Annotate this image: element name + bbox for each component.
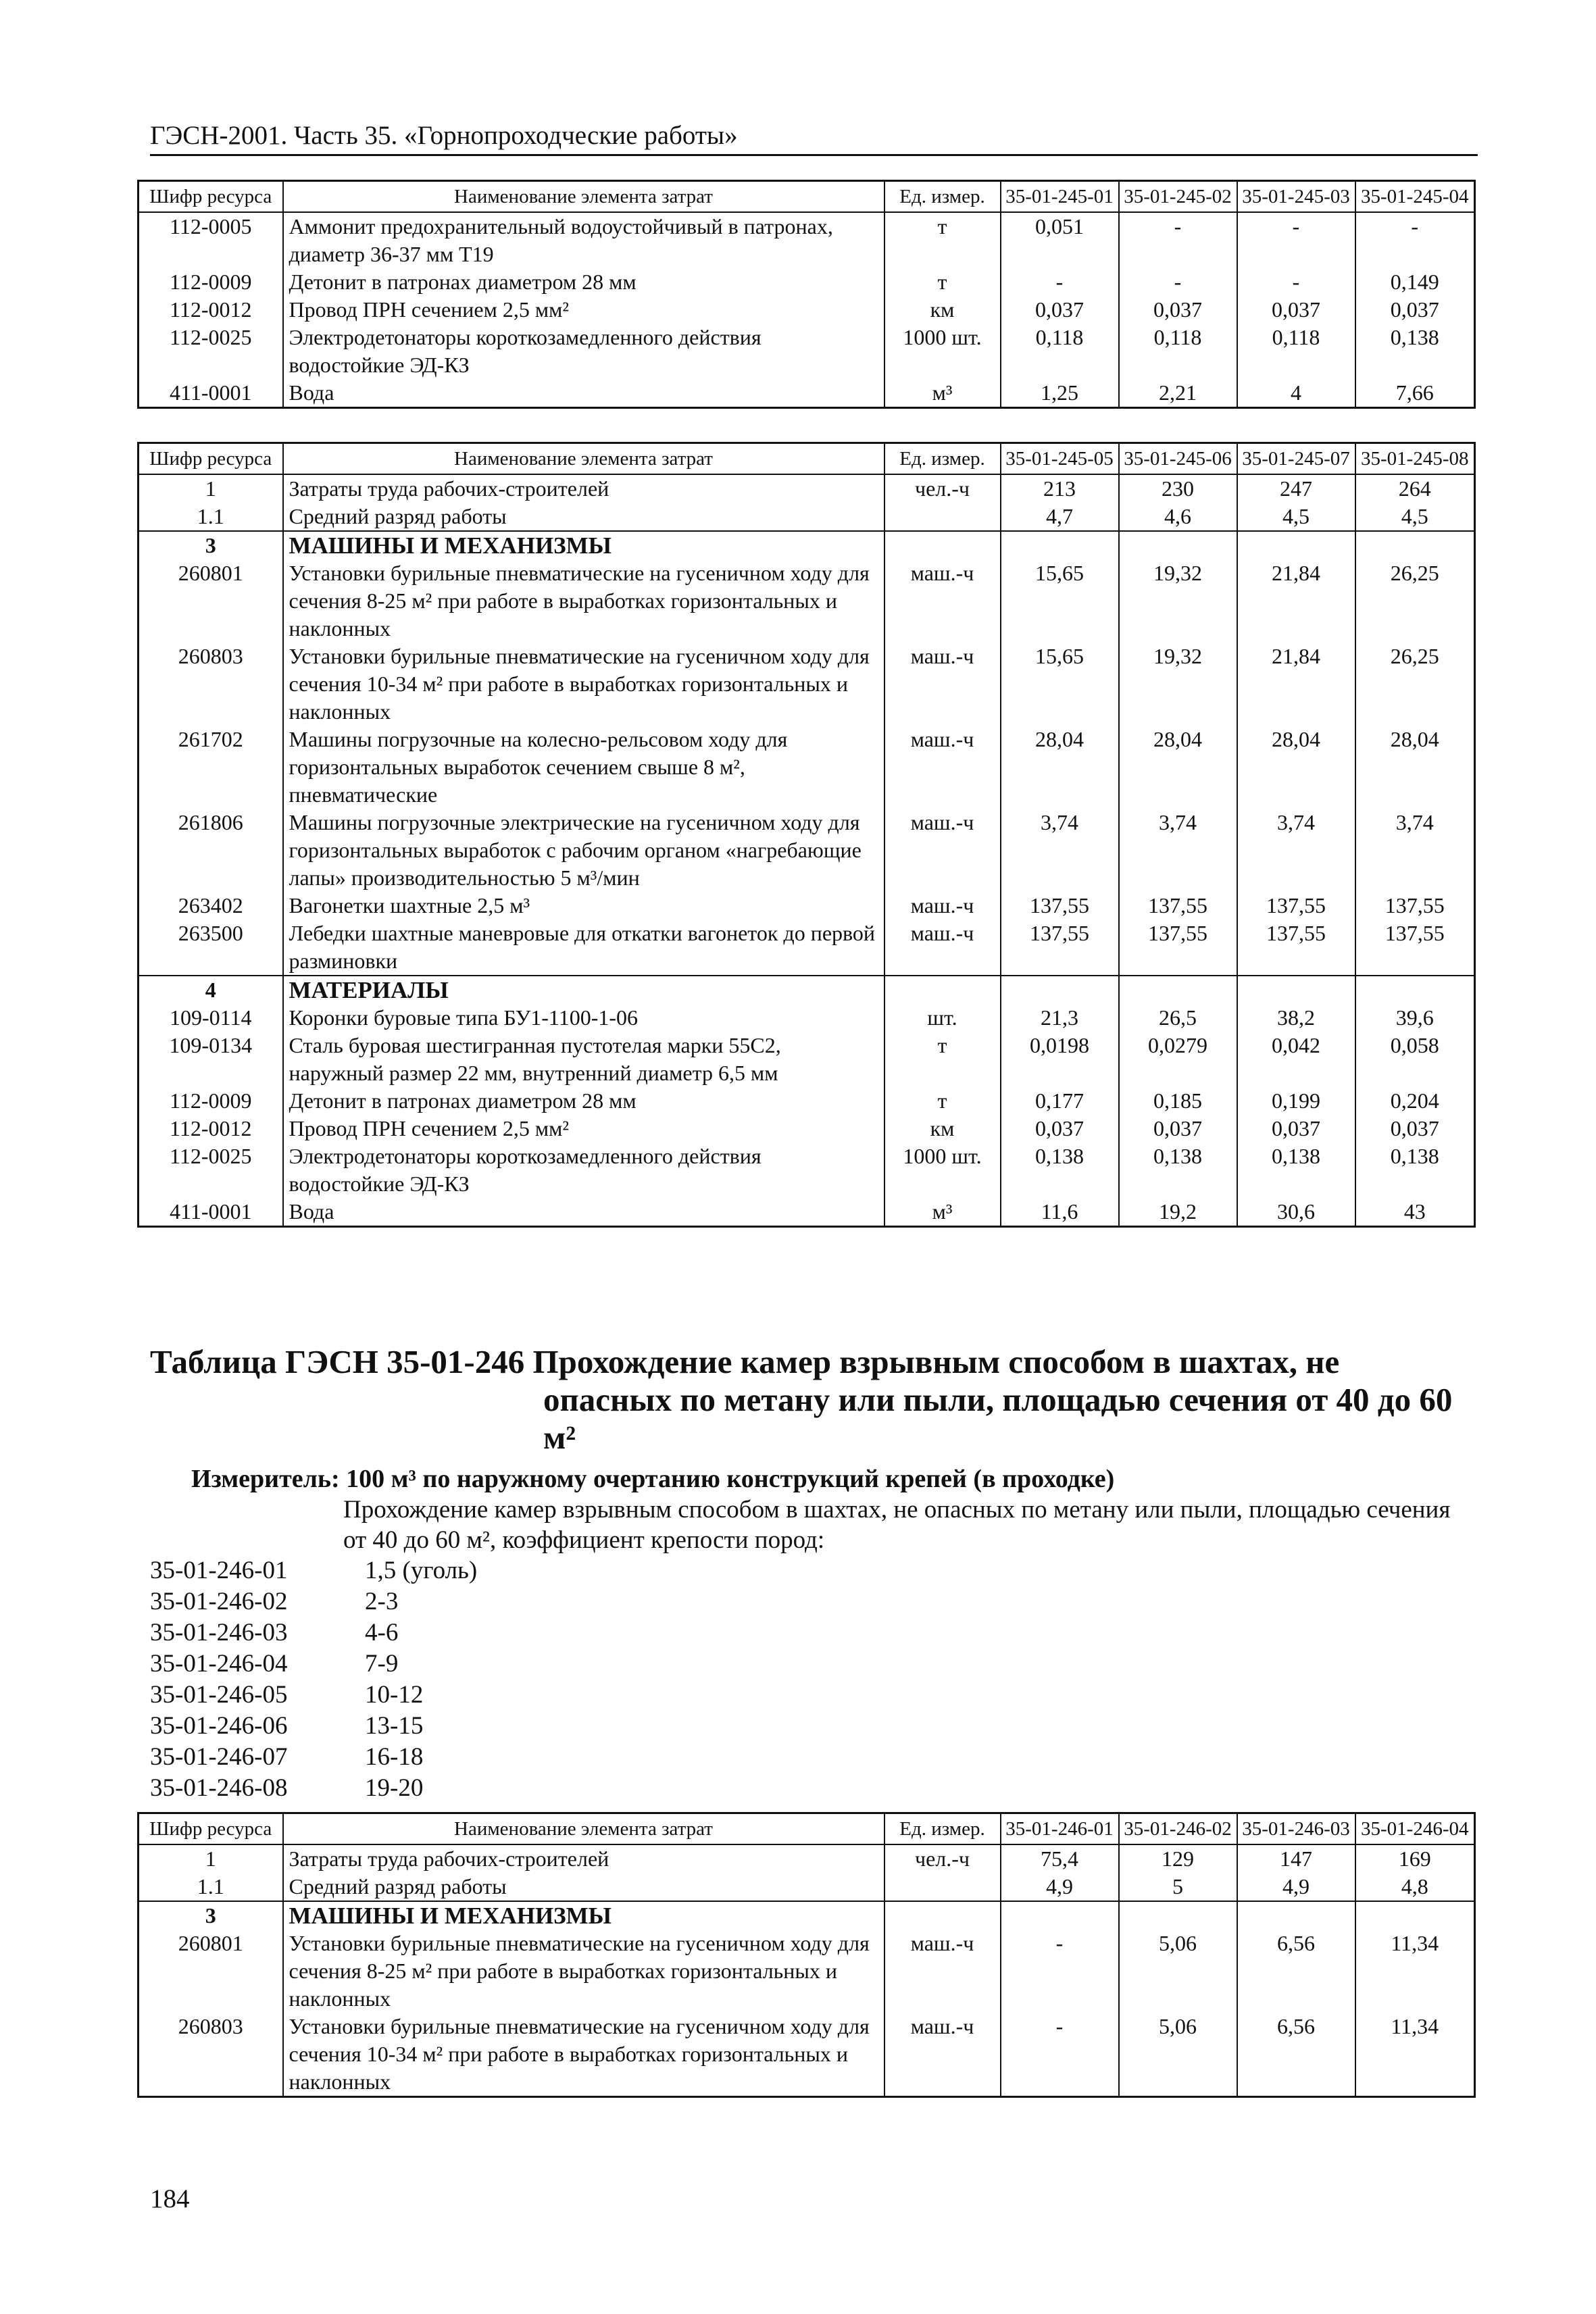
norm-value: 0,138 — [1119, 1142, 1237, 1198]
norm-value: 0,0198 — [1001, 1032, 1119, 1087]
cost-element-name: Затраты труда рабочих-строителей — [283, 1844, 884, 1873]
section-row — [139, 976, 1475, 1004]
table-row — [139, 809, 1475, 892]
norm-value: - — [1001, 268, 1119, 296]
table-row — [139, 1087, 1475, 1115]
table-row — [139, 1930, 1475, 2013]
norm-code: 35-01-246-03 — [150, 1619, 288, 1646]
norm-value: 0,199 — [1237, 1087, 1355, 1115]
cost-element-name: Установки бурильные пневматические на гусеничном ходу для сечения 8-25 м² при работе в выработках горизонтальных и наклонных — [283, 1930, 884, 2013]
norm-code: 35-01-246-07 — [150, 1743, 288, 1771]
table-row — [139, 324, 1475, 379]
norm-value — [1119, 976, 1237, 1004]
table-row — [139, 1032, 1475, 1087]
table-title-line-1: Таблица ГЭСН 35-01-246 Прохождение камер взрывным способом в шахтах, не — [150, 1343, 1340, 1380]
norm-value: 0,138 — [1001, 1142, 1119, 1198]
cost-element-name: Установки бурильные пневматические на гусеничном ходу для сечения 8-25 м² при работе в выработках горизонтальных и наклонных — [283, 559, 884, 643]
norm-value — [1119, 531, 1237, 559]
section-row — [139, 1901, 1475, 1930]
resource-code: 3 — [139, 531, 283, 559]
norm-value: 75,4 — [1001, 1844, 1119, 1873]
cost-element-name: Детонит в патронах диаметром 28 мм — [283, 1087, 884, 1115]
table-title-line-2: опасных по метану или пыли, площадью сечения от 40 до 60 — [543, 1381, 1453, 1418]
table-row — [139, 212, 1475, 268]
unit-of-measure: чел.-ч — [884, 474, 1001, 503]
norm-value — [1355, 1901, 1475, 1930]
cost-element-name: Установки бурильные пневматические на гусеничном ходу для сечения 10-34 м² при работе в выработках горизонтальных и наклонных — [283, 2013, 884, 2097]
norm-value: 137,55 — [1001, 892, 1119, 920]
resource-code: 261702 — [139, 726, 283, 809]
norm-value — [1237, 531, 1355, 559]
cost-element-name: Средний разряд работы — [283, 503, 884, 531]
unit-of-measure: м³ — [884, 1198, 1001, 1227]
resource-code: 112-0012 — [139, 1115, 283, 1142]
unit-of-measure: маш.-ч — [884, 559, 1001, 643]
norm-value: 2,21 — [1119, 379, 1237, 408]
table-row — [139, 2013, 1475, 2097]
unit-of-measure: маш.-ч — [884, 2013, 1001, 2097]
unit-of-measure: т — [884, 268, 1001, 296]
norm-value: 0,138 — [1355, 1142, 1475, 1198]
table-header-row — [139, 181, 1475, 213]
section-row — [139, 531, 1475, 559]
table-row — [139, 920, 1475, 976]
page-header: ГЭСН-2001. Часть 35. «Горнопроходческие работы» — [150, 120, 1478, 156]
norm-code: 35-01-246-01 — [150, 1557, 288, 1584]
cost-element-name: Электродетонаторы короткозамедленного действия водостойкие ЭД-КЗ — [283, 1142, 884, 1198]
resource-code: 411-0001 — [139, 379, 283, 408]
unit-of-measure: чел.-ч — [884, 1844, 1001, 1873]
norm-value: 11,34 — [1355, 2013, 1475, 2097]
norm-value: 129 — [1119, 1844, 1237, 1873]
norm-value: 5,06 — [1119, 2013, 1237, 2097]
cost-element-name: Вода — [283, 379, 884, 408]
norm-value: 0,149 — [1355, 268, 1475, 296]
norm-code: 35-01-246-02 — [150, 1588, 288, 1615]
column-header: 35-01-245-06 — [1119, 443, 1237, 475]
norm-value: 21,84 — [1237, 559, 1355, 643]
norm-value: 28,04 — [1355, 726, 1475, 809]
norm-value: 137,55 — [1237, 920, 1355, 976]
table-header-row — [139, 1813, 1475, 1845]
cost-element-name: МАШИНЫ И МЕХАНИЗМЫ — [283, 1901, 884, 1930]
cost-element-name: МАШИНЫ И МЕХАНИЗМЫ — [283, 531, 884, 559]
resource-code: 261806 — [139, 809, 283, 892]
norm-value: 0,037 — [1119, 1115, 1237, 1142]
unit-of-measure: маш.-ч — [884, 809, 1001, 892]
rock-hardness-value: 2-3 — [365, 1588, 399, 1615]
resource-code: 112-0025 — [139, 1142, 283, 1198]
cost-element-name: Установки бурильные пневматические на гусеничном ходу для сечения 10-34 м² при работе в выработках горизонтальных и наклонных — [283, 643, 884, 726]
resource-code: 1.1 — [139, 1873, 283, 1901]
cost-element-name: Машины погрузочные на колесно-рельсовом ходу для горизонтальных выработок сечением свыше 8 м², пневматические — [283, 726, 884, 809]
norm-value: 137,55 — [1001, 920, 1119, 976]
norm-value: 4 — [1237, 379, 1355, 408]
unit-of-measure — [884, 531, 1001, 559]
norm-code: 35-01-246-08 — [150, 1774, 288, 1802]
norm-value: 1,25 — [1001, 379, 1119, 408]
table-row — [139, 503, 1475, 531]
norm-value: 30,6 — [1237, 1198, 1355, 1227]
unit-of-measure: 1000 шт. — [884, 1142, 1001, 1198]
norm-value: 4,7 — [1001, 503, 1119, 531]
table-row — [139, 379, 1475, 408]
unit-of-measure: маш.-ч — [884, 643, 1001, 726]
norm-value — [1237, 1901, 1355, 1930]
norm-code: 35-01-246-06 — [150, 1712, 288, 1740]
column-header: Ед. измер. — [884, 181, 1001, 213]
norm-value: 28,04 — [1001, 726, 1119, 809]
norm-value: 147 — [1237, 1844, 1355, 1873]
table-title-line-3: м² — [543, 1419, 576, 1456]
norm-value: 0,0279 — [1119, 1032, 1237, 1087]
resource-code: 3 — [139, 1901, 283, 1930]
unit-of-measure: км — [884, 1115, 1001, 1142]
resource-code: 260801 — [139, 1930, 283, 2013]
norm-value: 26,5 — [1119, 1004, 1237, 1032]
norm-value: 39,6 — [1355, 1004, 1475, 1032]
code-list-item — [150, 1586, 477, 1617]
norm-value: 0,204 — [1355, 1087, 1475, 1115]
unit-of-measure: шт. — [884, 1004, 1001, 1032]
cost-element-name: МАТЕРИАЛЫ — [283, 976, 884, 1004]
rock-hardness-value: 10-12 — [365, 1681, 424, 1709]
norm-value: 230 — [1119, 474, 1237, 503]
cost-element-name: Вагонетки шахтные 2,5 м³ — [283, 892, 884, 920]
norm-value: 0,138 — [1237, 1142, 1355, 1198]
norm-value: 0,118 — [1237, 324, 1355, 379]
rock-hardness-value: 7-9 — [365, 1650, 399, 1678]
norm-value: 26,25 — [1355, 559, 1475, 643]
norm-value: 5,06 — [1119, 1930, 1237, 2013]
column-header: 35-01-246-01 — [1001, 1813, 1119, 1845]
cost-element-name: Провод ПРН сечением 2,5 мм² — [283, 1115, 884, 1142]
column-header: 35-01-246-04 — [1355, 1813, 1475, 1845]
norm-value: 38,2 — [1237, 1004, 1355, 1032]
column-header: Ед. измер. — [884, 443, 1001, 475]
norm-value — [1001, 531, 1119, 559]
norm-value: 137,55 — [1355, 892, 1475, 920]
norm-value: 137,55 — [1237, 892, 1355, 920]
resource-code: 260803 — [139, 643, 283, 726]
norm-value: 4,6 — [1119, 503, 1237, 531]
unit-of-measure: маш.-ч — [884, 920, 1001, 976]
column-header: Шифр ресурса — [139, 181, 283, 213]
norm-value: 0,037 — [1237, 296, 1355, 324]
norm-value: - — [1119, 212, 1237, 268]
column-header: Наименование элемента затрат — [283, 181, 884, 213]
unit-of-measure — [884, 976, 1001, 1004]
code-list-item — [150, 1617, 477, 1649]
code-list-item — [150, 1649, 477, 1680]
norm-value: 0,185 — [1119, 1087, 1237, 1115]
norm-value: 169 — [1355, 1844, 1475, 1873]
unit-of-measure — [884, 1901, 1001, 1930]
norm-value — [1001, 976, 1119, 1004]
norm-value: 19,32 — [1119, 643, 1237, 726]
norm-value: 0,037 — [1119, 296, 1237, 324]
table-title — [150, 1343, 1474, 1457]
unit-of-measure: км — [884, 296, 1001, 324]
column-header: Ед. измер. — [884, 1813, 1001, 1845]
table-row — [139, 1873, 1475, 1901]
norm-value: 43 — [1355, 1198, 1475, 1227]
norm-value: 0,177 — [1001, 1087, 1119, 1115]
table-row — [139, 1844, 1475, 1873]
norm-value: 3,74 — [1119, 809, 1237, 892]
norm-value: 7,66 — [1355, 379, 1475, 408]
norm-code: 35-01-246-05 — [150, 1681, 288, 1709]
norm-value: - — [1119, 268, 1237, 296]
resource-code: 112-0025 — [139, 324, 283, 379]
norm-value: - — [1001, 1930, 1119, 2013]
norm-value: 264 — [1355, 474, 1475, 503]
resource-table-246-01-04 — [137, 1812, 1476, 2098]
resource-code: 109-0114 — [139, 1004, 283, 1032]
cost-element-name: Провод ПРН сечением 2,5 мм² — [283, 296, 884, 324]
norm-value: 4,5 — [1237, 503, 1355, 531]
norm-value: 19,32 — [1119, 559, 1237, 643]
code-list-item — [150, 1773, 477, 1804]
resource-code: 112-0009 — [139, 1087, 283, 1115]
norm-value — [1001, 1901, 1119, 1930]
norm-value — [1355, 531, 1475, 559]
norm-value: 247 — [1237, 474, 1355, 503]
norm-value: 213 — [1001, 474, 1119, 503]
unit-of-measure: маш.-ч — [884, 892, 1001, 920]
norm-value: 137,55 — [1119, 920, 1237, 976]
norm-value: 0,037 — [1001, 296, 1119, 324]
norm-value — [1119, 1901, 1237, 1930]
unit-of-measure: маш.-ч — [884, 1930, 1001, 2013]
unit-of-measure: 1000 шт. — [884, 324, 1001, 379]
norm-value: - — [1355, 212, 1475, 268]
norm-value: 0,037 — [1237, 1115, 1355, 1142]
norm-value: 5 — [1119, 1873, 1237, 1901]
cost-element-name: Затраты труда рабочих-строителей — [283, 474, 884, 503]
resource-code: 1 — [139, 474, 283, 503]
unit-of-measure — [884, 1873, 1001, 1901]
cost-element-name: Аммонит предохранительный водоустойчивый в патронах, диаметр 36-37 мм Т19 — [283, 212, 884, 268]
column-header: Наименование элемента затрат — [283, 443, 884, 475]
column-header: 35-01-246-02 — [1119, 1813, 1237, 1845]
norm-value: 21,84 — [1237, 643, 1355, 726]
column-header: Наименование элемента затрат — [283, 1813, 884, 1845]
column-header: 35-01-245-05 — [1001, 443, 1119, 475]
resource-table-245-01-04 — [137, 180, 1476, 409]
unit-of-measure: маш.-ч — [884, 726, 1001, 809]
column-header: Шифр ресурса — [139, 443, 283, 475]
cost-element-name: Детонит в патронах диаметром 28 мм — [283, 268, 884, 296]
unit-of-measure: м³ — [884, 379, 1001, 408]
column-header: 35-01-245-04 — [1355, 181, 1475, 213]
rock-hardness-value: 19-20 — [365, 1774, 424, 1802]
norm-value: 137,55 — [1355, 920, 1475, 976]
norm-value: 28,04 — [1237, 726, 1355, 809]
table-row — [139, 892, 1475, 920]
column-header: Шифр ресурса — [139, 1813, 283, 1845]
norm-value: 137,55 — [1119, 892, 1237, 920]
rock-hardness-value: 13-15 — [365, 1712, 424, 1740]
cost-element-name: Коронки буровые типа БУ1-1100-1-06 — [283, 1004, 884, 1032]
cost-element-name: Машины погрузочные электрические на гусеничном ходу для горизонтальных выработок с рабочим органом «нагребающие лапы» производительностью 5 м³/мин — [283, 809, 884, 892]
resource-code: 112-0009 — [139, 268, 283, 296]
norm-value: 4,5 — [1355, 503, 1475, 531]
unit-of-measure — [884, 503, 1001, 531]
resource-code: 260803 — [139, 2013, 283, 2097]
norm-value: 28,04 — [1119, 726, 1237, 809]
norm-value: 4,9 — [1237, 1873, 1355, 1901]
norm-value: 3,74 — [1001, 809, 1119, 892]
norm-code: 35-01-246-04 — [150, 1650, 288, 1678]
norm-value: 6,56 — [1237, 2013, 1355, 2097]
table-row — [139, 1198, 1475, 1227]
norm-value: 0,118 — [1001, 324, 1119, 379]
resource-code: 109-0134 — [139, 1032, 283, 1087]
column-header: 35-01-245-02 — [1119, 181, 1237, 213]
measure-unit: Измеритель: 100 м³ по наружному очертанию конструкций крепей (в проходке) — [191, 1465, 1115, 1493]
table-row — [139, 1004, 1475, 1032]
table-row — [139, 268, 1475, 296]
resource-code: 263500 — [139, 920, 283, 976]
rock-hardness-value: 1,5 (уголь) — [365, 1557, 478, 1584]
table-row — [139, 474, 1475, 503]
table-row — [139, 296, 1475, 324]
column-header: 35-01-245-08 — [1355, 443, 1475, 475]
table-header-row — [139, 443, 1475, 475]
norm-value: 19,2 — [1119, 1198, 1237, 1227]
norm-value: 3,74 — [1237, 809, 1355, 892]
column-header: 35-01-246-03 — [1237, 1813, 1355, 1845]
norm-value — [1237, 976, 1355, 1004]
cost-element-name: Лебедки шахтные маневровые для откатки вагонеток до первой разминовки — [283, 920, 884, 976]
code-list-item — [150, 1742, 477, 1773]
resource-code: 263402 — [139, 892, 283, 920]
code-list-item — [150, 1555, 477, 1586]
unit-of-measure: т — [884, 1032, 1001, 1087]
norm-value: 0,058 — [1355, 1032, 1475, 1087]
norm-value: 11,6 — [1001, 1198, 1119, 1227]
unit-of-measure: т — [884, 212, 1001, 268]
resource-code: 1 — [139, 1844, 283, 1873]
norm-value: 0,138 — [1355, 324, 1475, 379]
resource-code: 260801 — [139, 559, 283, 643]
norm-value: 6,56 — [1237, 1930, 1355, 2013]
norm-value: - — [1237, 268, 1355, 296]
column-header: 35-01-245-07 — [1237, 443, 1355, 475]
norm-value — [1355, 976, 1475, 1004]
cost-element-name: Средний разряд работы — [283, 1873, 884, 1901]
rock-hardness-value: 16-18 — [365, 1743, 424, 1771]
norm-value: - — [1001, 2013, 1119, 2097]
norm-value: 11,34 — [1355, 1930, 1475, 2013]
norm-value: 0,037 — [1355, 296, 1475, 324]
code-list-item — [150, 1711, 477, 1742]
norm-value: 15,65 — [1001, 643, 1119, 726]
norm-value: 15,65 — [1001, 559, 1119, 643]
resource-code: 4 — [139, 976, 283, 1004]
table-row — [139, 1115, 1475, 1142]
rock-hardness-value: 4-6 — [365, 1619, 399, 1646]
cost-element-name: Вода — [283, 1198, 884, 1227]
norm-value: 0,037 — [1355, 1115, 1475, 1142]
resource-code: 112-0012 — [139, 296, 283, 324]
resource-code: 1.1 — [139, 503, 283, 531]
table-row — [139, 559, 1475, 643]
resource-code: 112-0005 — [139, 212, 283, 268]
column-header: 35-01-245-03 — [1237, 181, 1355, 213]
norm-value: 4,9 — [1001, 1873, 1119, 1901]
norm-value: - — [1237, 212, 1355, 268]
code-list-item — [150, 1680, 477, 1711]
norm-value: 26,25 — [1355, 643, 1475, 726]
norm-value: 3,74 — [1355, 809, 1475, 892]
resource-table-245-05-08 — [137, 442, 1476, 1228]
norm-value: 0,037 — [1001, 1115, 1119, 1142]
cost-element-name: Сталь буровая шестигранная пустотелая марки 55С2, наружный размер 22 мм, внутренний диаметр 6,5 мм — [283, 1032, 884, 1087]
code-list — [150, 1555, 477, 1804]
table-row — [139, 1142, 1475, 1198]
column-header: 35-01-245-01 — [1001, 181, 1119, 213]
cost-element-name: Электродетонаторы короткозамедленного действия водостойкие ЭД-КЗ — [283, 324, 884, 379]
unit-of-measure: т — [884, 1087, 1001, 1115]
norm-value: 0,042 — [1237, 1032, 1355, 1087]
norm-value: 4,8 — [1355, 1873, 1475, 1901]
work-description: Прохождение камер взрывным способом в шахтах, не опасных по метану или пыли, площадью сечения от 40 до 60 м², коэффициент крепости пород: — [343, 1496, 1451, 1554]
norm-value: 0,118 — [1119, 324, 1237, 379]
norm-value: 0,051 — [1001, 212, 1119, 268]
table-row — [139, 643, 1475, 726]
resource-code: 411-0001 — [139, 1198, 283, 1227]
norm-value: 21,3 — [1001, 1004, 1119, 1032]
table-row — [139, 726, 1475, 809]
page-number: 184 — [150, 2184, 190, 2213]
